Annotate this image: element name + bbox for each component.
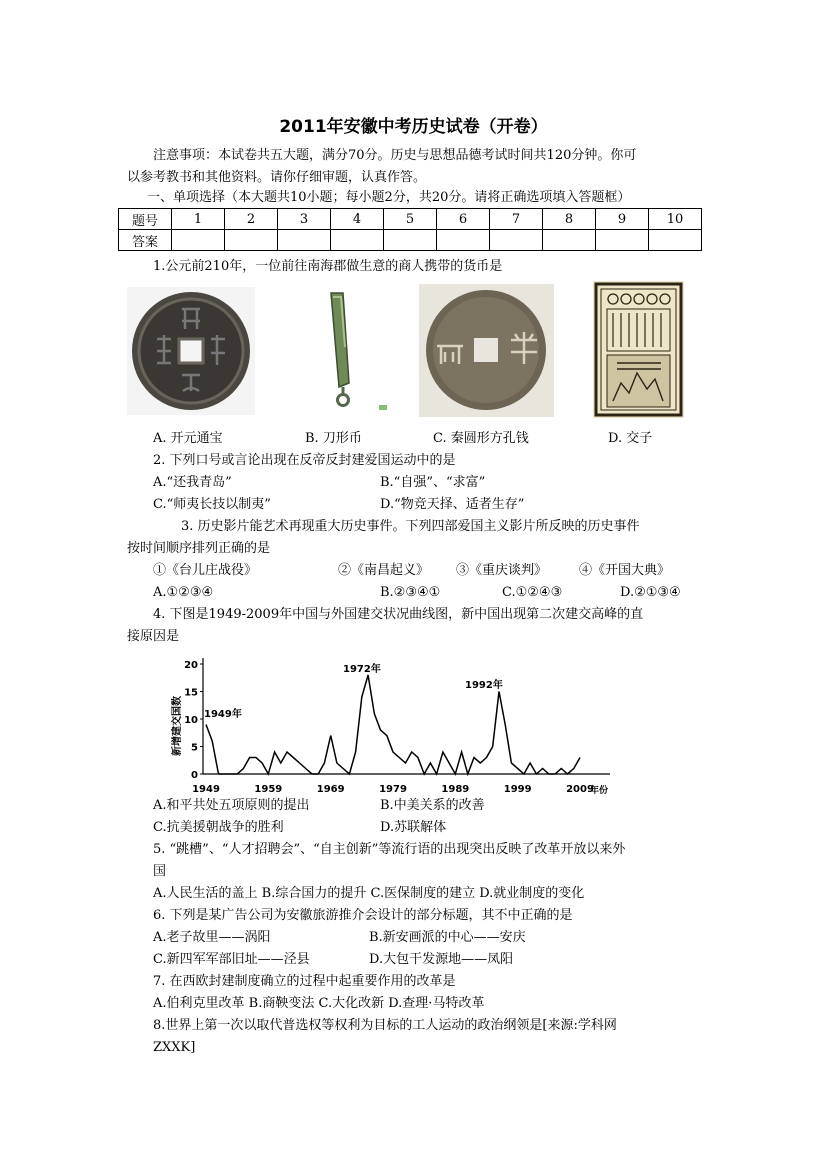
q4-option-d: D.苏联解体 (380, 820, 447, 835)
q3-option-a: A.①②③④ (153, 585, 214, 600)
answer-table-number: 3 (278, 209, 331, 230)
answer-table-number: 4 (331, 209, 384, 230)
answer-table-number: 5 (384, 209, 437, 230)
x-tick-label: 1959 (254, 784, 283, 795)
q3-film-3: ③《重庆谈判》 (456, 563, 548, 578)
answer-cell[interactable] (649, 230, 702, 251)
kaiyuan-coin-image (127, 287, 255, 415)
exam-title: 2011年安徽中考历史试卷（开卷） (279, 117, 548, 137)
answer-cell[interactable] (278, 230, 331, 251)
q3-film-4: ④《开国大典》 (579, 563, 671, 578)
q1-option-c: C. 秦圆形方孔钱 (433, 431, 529, 446)
answer-cell[interactable] (172, 230, 225, 251)
q3-stem-2: 按时间顺序排列正确的是 (127, 541, 271, 556)
q6-option-b: B.新安画派的中心——安庆 (369, 930, 526, 945)
q4-stem-1: 4. 下图是1949-2009年中国与外国建交状况曲线图，新中国出现第二次建交高峰的直 (153, 607, 644, 622)
q2-option-b: B.“自强”、“求富” (380, 475, 486, 490)
q6-option-d: D.大包干发源地——凤阳 (369, 952, 514, 967)
jiaozi-note-image (593, 281, 684, 418)
answer-table-row1-label: 题号 (119, 209, 172, 230)
chart-ylabel: 新增建交国数 (172, 696, 183, 756)
answer-table-number: 1 (172, 209, 225, 230)
q4-stem-2: 接原因是 (127, 629, 180, 644)
q3-option-b: B.②③④① (380, 585, 441, 600)
answer-table-number: 2 (225, 209, 278, 230)
x-tick-label: 1989 (441, 784, 470, 795)
chart-annotation-1949: 1949年 (204, 709, 242, 720)
diplomatic-relations-chart (160, 650, 620, 800)
q5-stem-2: 国 (153, 864, 167, 879)
q4-option-a: A.和平共处五项原则的提出 (153, 798, 310, 813)
answer-table-number: 9 (596, 209, 649, 230)
knife-coin-image (309, 287, 387, 415)
q3-film-2: ②《南昌起义》 (338, 563, 430, 578)
y-tick-label: 20 (184, 660, 198, 671)
q6-option-a: A.老子故里——涡阳 (153, 930, 271, 945)
x-tick-label: 1949 (192, 784, 220, 795)
answer-table (118, 208, 702, 251)
y-tick-label: 15 (184, 687, 198, 699)
answer-table-number: 7 (490, 209, 543, 230)
q1-option-b: B. 刀形币 (305, 431, 362, 446)
x-tick-label: 1979 (379, 784, 407, 795)
y-tick-label: 10 (184, 715, 198, 726)
q5-options: A.人民生活的盖上 B.综合国力的提升 C.医保制度的建立 D.就业制度的变化 (153, 886, 585, 901)
q6-option-c: C.新四军军部旧址——泾县 (153, 952, 310, 967)
x-tick-label: 2009 (566, 784, 594, 795)
q1-option-d: D. 交子 (608, 431, 653, 446)
x-tick-label: 1999 (503, 784, 532, 795)
q5-stem-1: 5. “跳槽”、“人才招聘会”、“自主创新”等流行语的出现突出反映了改革开放以来外 (153, 842, 626, 857)
x-tick-label: 1969 (316, 784, 345, 795)
q3-stem-1: 3. 历史影片能艺术再现重大历史事件。下列四部爱国主义影片所反映的历史事件 (181, 519, 640, 534)
q8-stem-1: 8.世界上第一次以取代普选权等权利为目标的工人运动的政治纲领是[来源:学科网 (153, 1018, 617, 1033)
q6-stem: 6. 下列是某广告公司为安徽旅游推介会设计的部分标题，其不中正确的是 (153, 908, 573, 923)
q4-option-b: B.中美关系的改善 (380, 798, 485, 813)
answer-cell[interactable] (543, 230, 596, 251)
answer-cell[interactable] (225, 230, 278, 251)
q1-stem: 1.公元前210年，一位前往南海郡做生意的商人携带的货币是 (153, 259, 503, 274)
qin-banliang-coin-image (419, 284, 554, 417)
y-tick-label: 0 (191, 770, 198, 781)
q3-option-d: D.②①③④ (620, 585, 681, 600)
q2-option-a: A.“还我青岛” (153, 475, 232, 490)
chart-xlabel: 年份 (590, 786, 609, 796)
notice-line-2: 以参考教书和其他资料。请你仔细审题，认真作答。 (127, 170, 427, 185)
answer-table-row2-label: 答案 (119, 230, 172, 251)
chart-annotation-1972: 1972年 (343, 664, 381, 675)
q2-stem: 2. 下列口号或言论出现在反帝反封建爱国运动中的是 (153, 453, 456, 468)
q4-option-c: C.抗美援朝战争的胜利 (153, 820, 284, 835)
answer-table-number: 8 (543, 209, 596, 230)
q3-film-1: ①《台儿庄战役》 (153, 563, 258, 578)
y-tick-label: 5 (191, 742, 198, 754)
q1-option-a: A. 开元通宝 (153, 431, 223, 446)
answer-table-number: 10 (649, 209, 702, 230)
answer-cell[interactable] (490, 230, 543, 251)
answer-cell[interactable] (384, 230, 437, 251)
chart-annotation-1992: 1992年 (465, 680, 503, 691)
section-1-title: 一、单项选择（本大题共10小题；每小题2分，共20分。请将正确选项填入答题框） (147, 190, 631, 205)
q7-options: A.伯利克里改革 B.商鞅变法 C.大化改新 D.查理·马特改革 (153, 996, 485, 1011)
q2-option-d: D.“物竞天择、适者生存” (380, 497, 525, 512)
series-line (206, 675, 580, 774)
answer-cell[interactable] (331, 230, 384, 251)
answer-cell[interactable] (437, 230, 490, 251)
answer-cell[interactable] (596, 230, 649, 251)
q7-stem: 7. 在西欧封建制度确立的过程中起重要作用的改革是 (153, 974, 456, 989)
q8-stem-2: ZXXK] (153, 1040, 196, 1055)
notice-line-1: 注意事项：本试卷共五大题，满分70分。历史与思想品德考试时间共120分钟。你可 (153, 148, 637, 163)
q3-option-c: C.①②④③ (502, 585, 563, 600)
answer-table-number: 6 (437, 209, 490, 230)
q2-option-c: C.“师夷长技以制夷” (153, 497, 271, 512)
